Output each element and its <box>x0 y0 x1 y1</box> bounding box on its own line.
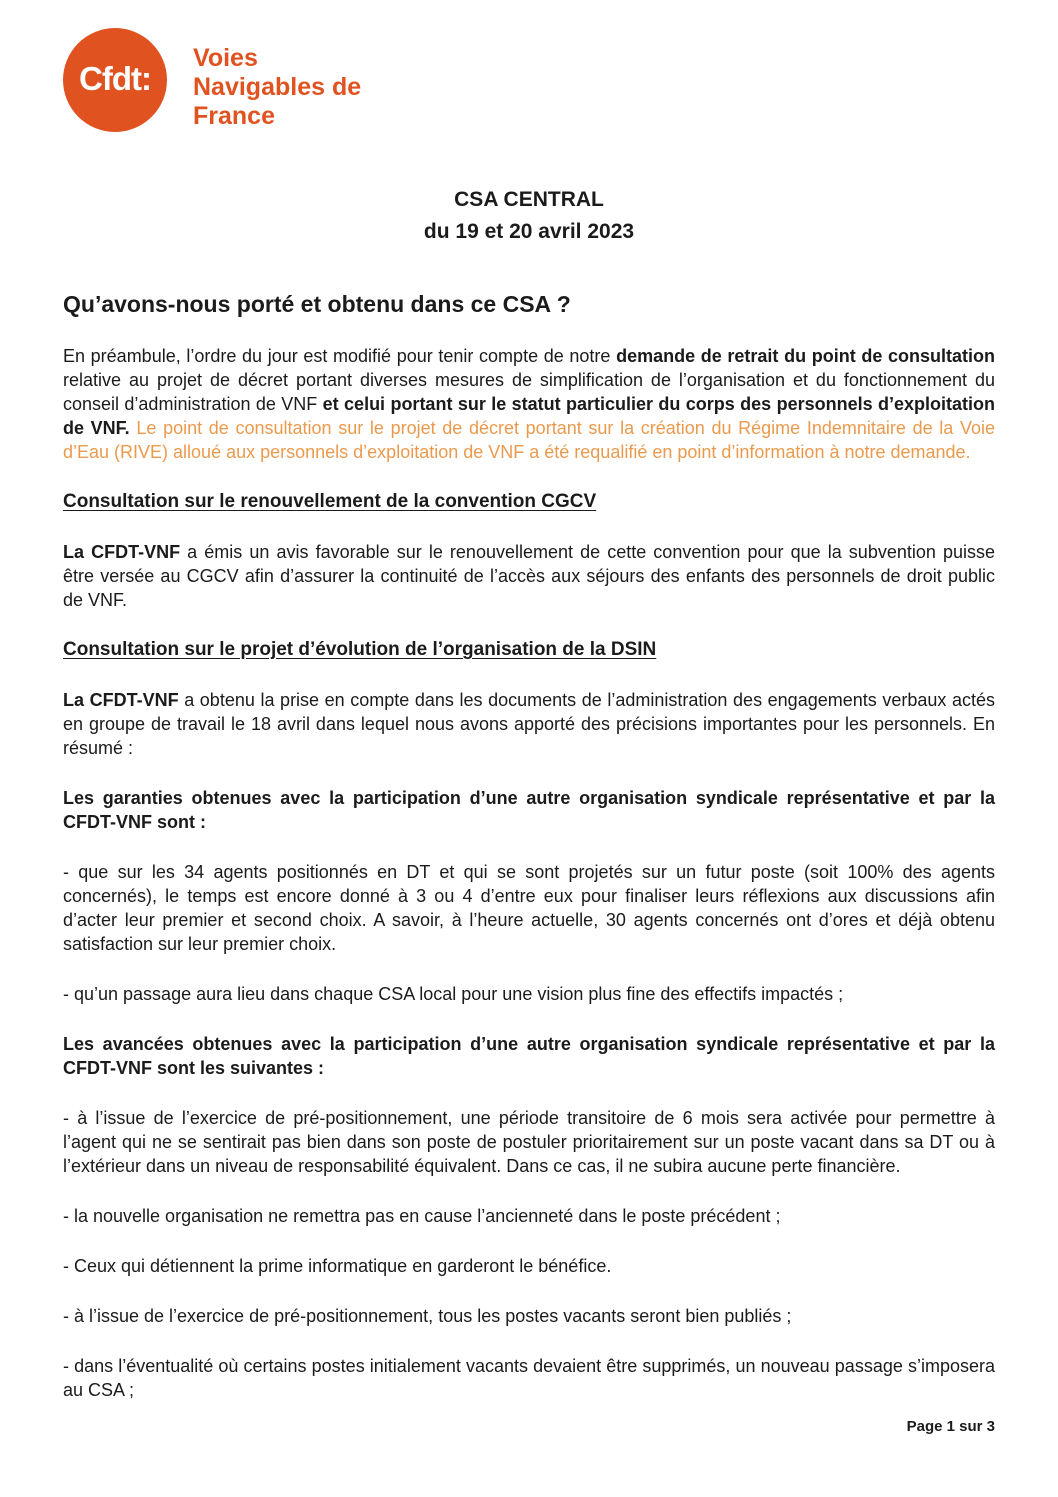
text-run-bold: et celui portant sur le statut particulier du corps des personnels d’exploitation de VNF. <box>63 394 995 438</box>
para-34-agents <box>63 860 995 956</box>
text-run-bold: demande de retrait du point de consultation <box>616 346 995 366</box>
text-run: relative au projet de décret portant diverses mesures de simplification de l’organisation et du fonctionnement du conseil d’administration de VNF <box>63 370 995 414</box>
text-run-bold: La CFDT-VNF <box>63 542 181 562</box>
text-run: - que sur les 34 agents positionnés en DT et qui se sont projetés sur un futur poste (soit 100% des agents concernés), le temps est encore donné à 3 ou 4 d’entre eux pour finaliser leurs réflexions aux discussions afin d’acter leur premier et second choix. A savoir, à l’heure actuelle, 30 agents concernés ont d’ores et déjà obtenu satisfaction sur leur premier choix. <box>63 862 995 954</box>
text-run: En préambule, l’ordre du jour est modifié pour tenir compte de notre <box>63 346 617 366</box>
para-anciennete <box>63 1204 995 1228</box>
document-title-block <box>63 184 995 248</box>
brand-header <box>63 28 995 134</box>
para-garanties-intro <box>63 786 995 834</box>
text-run-bold: Consultation sur le renouvellement de la convention CGCV <box>63 491 597 512</box>
text-run-bold: Les avancées obtenues avec la participation d’une autre organisation syndicale représentative et par la CFDT-VNF sont les suivantes : <box>63 1034 995 1078</box>
text-run-bold: Consultation sur le projet d’évolution de l’organisation de la DSIN <box>63 639 657 660</box>
cfdt-logo-icon <box>63 28 167 132</box>
text-run: - dans l’éventualité où certains postes initialement vacants devaient être supprimés, un nouveau passage s’imposera au CSA ; <box>63 1356 995 1400</box>
para-avancees-intro <box>63 1032 995 1080</box>
para-dsin <box>63 688 995 760</box>
wordmark-line: Navigables de <box>193 73 362 101</box>
text-run: a émis un avis favorable sur le renouvellement de cette convention pour que la subvention puisse être versée au CGCV afin d’assurer la continuité de l’accès aux séjours des enfants des personnels de droit public de VNF. <box>63 542 995 610</box>
document-title-line2: du 19 et 20 avril 2023 <box>423 220 635 243</box>
document-title-line1: CSA CENTRAL <box>454 188 604 211</box>
para-passage-csa-local <box>63 982 995 1006</box>
brand-wordmark <box>193 44 361 131</box>
text-run-orange: Le point de consultation sur le projet de décret portant sur la création du Régime Indemnitaire de la Voie d’Eau (RIVE) alloué aux personnels d’exploitation de VNF a été requalifié en point d’information à notre demande. <box>63 418 995 462</box>
page-number-label: Page 1 sur 3 <box>906 1418 995 1435</box>
text-run: - Ceux qui détiennent la prime informatique en garderont le bénéfice. <box>63 1256 612 1276</box>
para-periode-transitoire <box>63 1106 995 1178</box>
text-run: - la nouvelle organisation ne remettra pas en cause l’ancienneté dans le poste précédent ; <box>63 1206 781 1226</box>
wordmark-line: Voies <box>193 44 258 72</box>
text-run: - à l’issue de l’exercice de pré-positionnement, tous les postes vacants seront bien publiés ; <box>63 1306 792 1326</box>
section-heading-dsin <box>63 638 995 662</box>
text-run-bold: La CFDT-VNF <box>63 690 179 710</box>
main-heading <box>63 290 995 318</box>
text-run: a obtenu la prise en compte dans les documents de l’administration des engagements verbaux actés en groupe de travail le 18 avril dans lequel nous avons apporté des précisions importantes pour les personnels. En résumé : <box>63 690 995 758</box>
para-postes-publies <box>63 1304 995 1328</box>
text-run-bold: Les garanties obtenues avec la participation d’une autre organisation syndicale représentative et par la CFDT-VNF sont : <box>63 788 995 832</box>
para-preambule <box>63 344 995 464</box>
document-body <box>63 290 995 1402</box>
para-cgcv <box>63 540 995 612</box>
text-run: - à l’issue de l’exercice de pré-positionnement, une période transitoire de 6 mois sera activée pour permettre à l’agent qui ne se sentirait pas bien dans son poste de postuler prioritairement sur un poste vacant dans sa DT ou à l’extérieur dans un niveau de responsabilité équivalent. Dans ce cas, il ne subira aucune perte financière. <box>63 1108 995 1176</box>
wordmark-line: France <box>193 102 275 130</box>
text-run: - qu’un passage aura lieu dans chaque CSA local pour une vision plus fine des effectifs impactés ; <box>63 984 844 1004</box>
para-postes-supprimes <box>63 1354 995 1402</box>
cfdt-logo-text: Cfdt: <box>79 60 151 97</box>
para-prime-informatique <box>63 1254 995 1278</box>
text-run-bold: Qu’avons-nous porté et obtenu dans ce CSA ? <box>63 291 571 317</box>
section-heading-cgcv <box>63 490 995 514</box>
